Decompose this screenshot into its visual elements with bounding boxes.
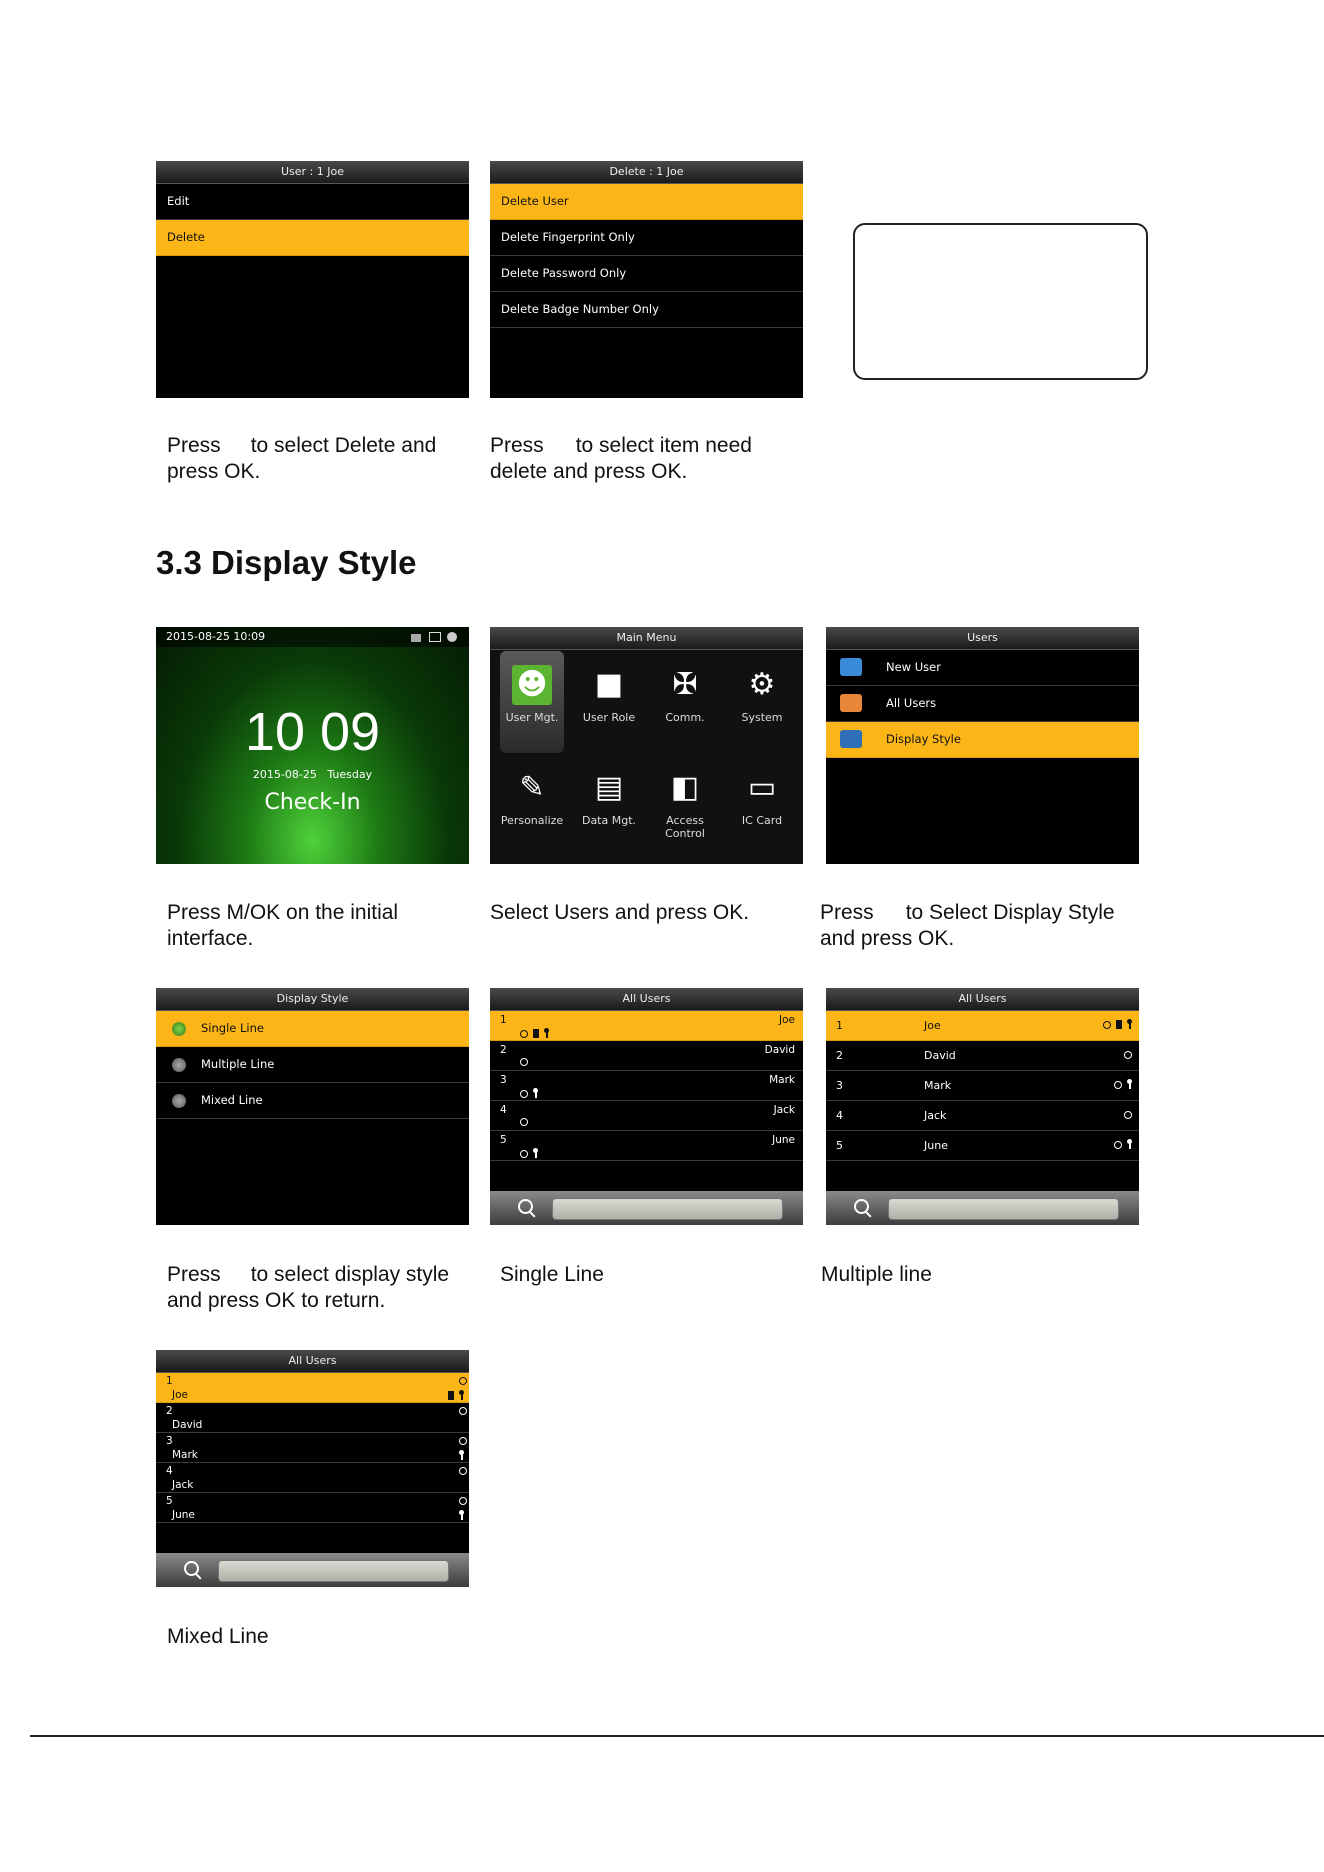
caption-select-display-style-return [167, 1262, 449, 1314]
card-icon: ▭ [747, 770, 777, 805]
caption-single-line: Single Line [500, 1263, 604, 1286]
datetime-label: 2015-08-25 10:09 [166, 630, 266, 643]
user-credential-icons [520, 1088, 543, 1100]
key-icon [1127, 1079, 1132, 1089]
all-users-single-line-screen [490, 988, 803, 1225]
user-name: Jack [172, 1479, 194, 1491]
key-icon [544, 1028, 549, 1038]
fingerprint-icon [520, 1150, 528, 1158]
fingerprint-icon [520, 1118, 528, 1126]
door-icon: ◧ [670, 770, 700, 805]
screen-title: All Users [156, 1350, 469, 1373]
user-name: Joe [924, 1019, 941, 1032]
caption-select-display-style [820, 900, 1115, 952]
user-row[interactable] [490, 1131, 803, 1161]
menu-label: Personalize [500, 814, 564, 827]
card-icon [448, 1391, 454, 1400]
all-users-icon [840, 694, 862, 712]
user-row[interactable] [826, 1071, 1139, 1101]
option-mixed-line[interactable] [156, 1083, 469, 1119]
screen-title: Main Menu [490, 627, 803, 650]
user-row[interactable] [156, 1373, 469, 1403]
user-menu-screen [156, 161, 469, 398]
fingerprint-icon [1114, 1081, 1122, 1089]
caption-text: Press [167, 434, 221, 457]
user-id: 1 [500, 1014, 507, 1026]
menu-label: Comm. [665, 711, 705, 724]
lock-icon: ■ [594, 667, 624, 702]
menu-user-mgt[interactable] [500, 651, 564, 753]
screen-title: Delete : 1 Joe [490, 161, 803, 184]
key-icon [533, 1148, 538, 1158]
menu-item-delete[interactable]: Delete [156, 220, 469, 256]
option-label: Single Line [201, 1021, 264, 1035]
footer-divider [30, 1735, 1324, 1737]
screen-title: Display Style [156, 988, 469, 1011]
caption-text: to select item need [575, 434, 752, 457]
user-icon [447, 632, 457, 642]
fingerprint-icon [459, 1377, 467, 1385]
caption-text: and press OK to return. [167, 1289, 386, 1312]
caption-multiple-line: Multiple line [821, 1263, 932, 1286]
user-id: 4 [836, 1109, 843, 1122]
user-id: 4 [166, 1465, 173, 1477]
menu-item-all-users[interactable] [826, 686, 1139, 722]
menu-label: System [741, 711, 783, 724]
user-credential-icons [448, 1390, 469, 1402]
caption-select-delete [167, 433, 436, 485]
menu-label: Display Style [886, 732, 961, 746]
menu-label: New User [886, 660, 941, 674]
menu-item-new-user[interactable] [826, 650, 1139, 686]
search-icon[interactable] [518, 1199, 533, 1214]
menu-data-mgt[interactable] [577, 754, 641, 840]
new-user-icon [840, 658, 862, 676]
menu-item-display-style[interactable] [826, 722, 1139, 758]
user-name: June [772, 1134, 795, 1146]
initial-interface-screen [156, 627, 469, 864]
menu-item-delete-fingerprint[interactable]: Delete Fingerprint Only [490, 220, 803, 256]
satellite-icon: ✠ [672, 667, 698, 702]
user-name: Jack [924, 1109, 947, 1122]
user-id: 2 [166, 1405, 173, 1417]
user-id: 5 [166, 1495, 173, 1507]
menu-label: Data Mgt. [581, 814, 637, 827]
gear-icon: ⚙ [748, 667, 776, 702]
user-row[interactable] [490, 1011, 803, 1041]
user-id: 2 [500, 1044, 507, 1056]
user-credential-icons [1124, 1041, 1137, 1070]
caption-text: interface. [167, 927, 254, 950]
user-row[interactable] [826, 1101, 1139, 1131]
caption-text: press OK. [167, 460, 261, 483]
fingerprint-icon [1124, 1111, 1132, 1119]
network-icon [411, 634, 421, 642]
user-id: 3 [500, 1074, 507, 1086]
all-users-mixed-line-screen [156, 1350, 469, 1587]
caption-text: to select display style [250, 1263, 450, 1286]
key-icon [533, 1088, 538, 1098]
key-icon [459, 1450, 464, 1460]
user-credential-icons [520, 1118, 533, 1128]
user-row[interactable] [156, 1463, 469, 1493]
caption-text: and press OK. [820, 927, 955, 950]
caption-text: delete and press OK. [490, 460, 688, 483]
search-icon[interactable] [854, 1199, 869, 1214]
user-name: Joe [779, 1014, 795, 1026]
screen-title: All Users [826, 988, 1139, 1011]
search-bar[interactable] [490, 1191, 803, 1225]
menu-item-delete-user[interactable]: Delete User [490, 184, 803, 220]
screen-title: User : 1 Joe [156, 161, 469, 184]
card-icon [533, 1029, 539, 1038]
user-name: Jack [773, 1104, 795, 1116]
menu-ic-card[interactable] [730, 754, 794, 840]
radio-icon [172, 1058, 186, 1072]
option-single-line[interactable] [156, 1011, 469, 1047]
user-name: Mark [172, 1449, 198, 1461]
fingerprint-icon [459, 1437, 467, 1445]
menu-label: Access Control [665, 814, 705, 840]
user-name: Mark [769, 1074, 795, 1086]
user-id: 3 [166, 1435, 173, 1447]
key-icon [459, 1390, 464, 1400]
user-name: David [924, 1049, 956, 1062]
menu-label: IC Card [741, 814, 783, 827]
menu-access-control[interactable] [653, 754, 717, 840]
user-credential-icons [459, 1450, 469, 1462]
user-icon: ☻ [512, 665, 552, 705]
caption-text: Press [820, 901, 874, 924]
caption-select-users: Select Users and press OK. [490, 901, 750, 924]
data-icon: ▤ [594, 770, 624, 805]
user-name: June [924, 1139, 948, 1152]
caption-press-mok [167, 900, 398, 952]
card-icon [1116, 1020, 1122, 1029]
clock: 10 09 [244, 702, 381, 762]
fingerprint-icon [520, 1090, 528, 1098]
menu-system[interactable] [730, 651, 794, 737]
date-line: 2015-08-25 Tuesday [252, 768, 373, 781]
user-id: 5 [500, 1134, 507, 1146]
display-style-icon [840, 730, 862, 748]
user-id: 1 [836, 1019, 843, 1032]
fingerprint-icon [1103, 1021, 1111, 1029]
user-row[interactable] [826, 1131, 1139, 1161]
search-input[interactable] [552, 1198, 783, 1220]
user-id: 2 [836, 1049, 843, 1062]
fingerprint-icon [459, 1497, 467, 1505]
fingerprint-icon [1124, 1051, 1132, 1059]
empty-note-box [853, 223, 1148, 380]
user-credential-icons [520, 1058, 533, 1068]
caption-text: to select Delete and [250, 434, 437, 457]
menu-item-delete-badge[interactable]: Delete Badge Number Only [490, 292, 803, 328]
user-row[interactable] [156, 1433, 469, 1463]
status-icons [411, 630, 461, 644]
search-bar[interactable] [826, 1191, 1139, 1225]
user-row[interactable] [156, 1403, 469, 1433]
user-credential-icons [1114, 1071, 1137, 1100]
search-input[interactable] [218, 1560, 449, 1582]
pencil-icon: ✎ [519, 770, 545, 805]
search-input[interactable] [888, 1198, 1119, 1220]
fingerprint-icon [459, 1407, 467, 1415]
search-bar[interactable] [156, 1553, 469, 1587]
user-credential-icons [1124, 1101, 1137, 1130]
fingerprint-icon [459, 1467, 467, 1475]
display-style-screen [156, 988, 469, 1225]
menu-item-edit[interactable]: Edit [156, 184, 469, 220]
main-menu-screen [490, 627, 803, 864]
menu-item-delete-password[interactable]: Delete Password Only [490, 256, 803, 292]
user-credential-icons [459, 1510, 469, 1522]
caption-text: Press [167, 1263, 221, 1286]
user-row[interactable] [156, 1493, 469, 1523]
fingerprint-icon [520, 1058, 528, 1066]
fingerprint-icon [520, 1030, 528, 1038]
key-icon [459, 1510, 464, 1520]
menu-label: All Users [886, 696, 937, 710]
user-id: 1 [166, 1375, 173, 1387]
caption-text: Press [490, 434, 544, 457]
key-icon [1127, 1019, 1132, 1029]
caption-text: Press M/OK on the initial [167, 901, 399, 924]
user-credential-icons [520, 1028, 554, 1040]
comm-icon [429, 632, 441, 642]
user-credential-icons [1103, 1011, 1137, 1040]
option-multiple-line[interactable] [156, 1047, 469, 1083]
user-id: 5 [836, 1139, 843, 1152]
user-name: David [172, 1419, 203, 1431]
screen-title: Users [826, 627, 1139, 650]
user-row[interactable] [826, 1011, 1139, 1041]
delete-menu-screen [490, 161, 803, 398]
user-row[interactable] [490, 1071, 803, 1101]
user-name: Joe [172, 1389, 188, 1401]
user-row[interactable] [490, 1101, 803, 1131]
check-in-status: Check-In [264, 790, 361, 815]
user-row[interactable] [490, 1041, 803, 1071]
radio-selected-icon [172, 1022, 186, 1036]
fingerprint-icon [1114, 1141, 1122, 1149]
caption-mixed-line: Mixed Line [167, 1625, 269, 1648]
key-icon [1127, 1139, 1132, 1149]
all-users-multiple-line-screen [826, 988, 1139, 1225]
option-label: Multiple Line [201, 1057, 275, 1071]
section-heading: 3.3 Display Style [156, 544, 417, 581]
menu-personalize[interactable] [500, 754, 564, 840]
menu-label: User Role [582, 711, 636, 724]
screen-title: All Users [490, 988, 803, 1011]
user-id: 4 [500, 1104, 507, 1116]
users-menu-screen [826, 627, 1139, 864]
caption-select-item [490, 433, 752, 485]
user-name: David [764, 1044, 795, 1056]
menu-comm[interactable] [653, 651, 717, 737]
radio-icon [172, 1094, 186, 1108]
user-name: June [172, 1509, 195, 1521]
user-row[interactable] [826, 1041, 1139, 1071]
menu-user-role[interactable] [577, 651, 641, 737]
menu-label: User Mgt. [505, 711, 559, 724]
user-id: 3 [836, 1079, 843, 1092]
caption-text: to Select Display Style [905, 901, 1115, 924]
search-icon[interactable] [184, 1561, 199, 1576]
user-name: Mark [924, 1079, 952, 1092]
option-label: Mixed Line [201, 1093, 263, 1107]
user-credential-icons [520, 1148, 543, 1160]
user-credential-icons [1114, 1131, 1137, 1160]
